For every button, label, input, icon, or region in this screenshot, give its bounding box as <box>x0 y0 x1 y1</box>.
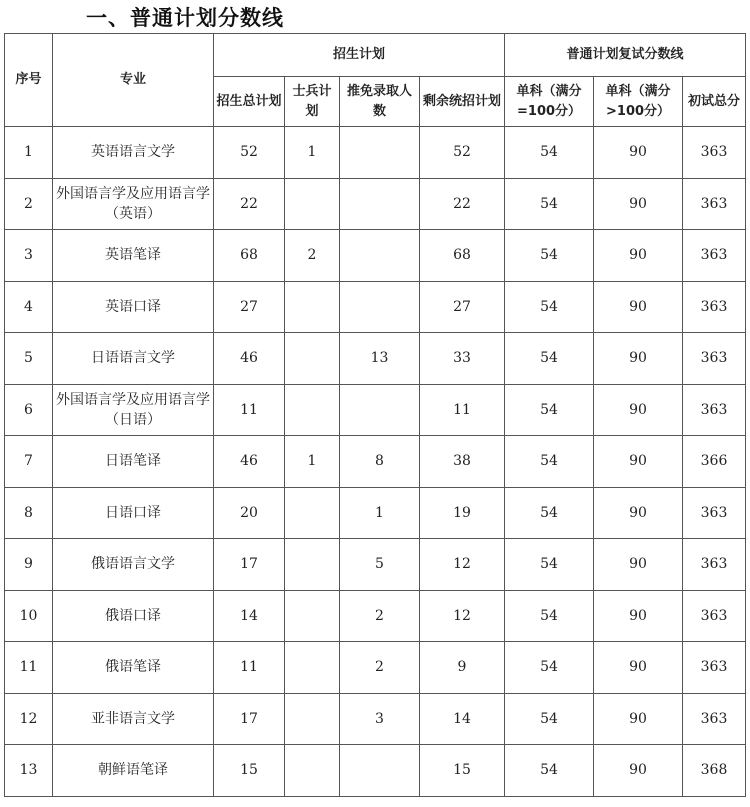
cell-soldier-plan <box>285 539 340 591</box>
table-row <box>5 230 746 282</box>
cell-initial-total: 363 <box>683 487 746 539</box>
cell-initial-total: 363 <box>683 230 746 282</box>
header-single-over100: 单科（满分>100分） <box>594 77 683 127</box>
cell-single-100: 54 <box>505 178 594 230</box>
cell-remaining: 68 <box>420 230 505 282</box>
cell-major: 外国语言学及应用语言学（日语） <box>53 384 214 436</box>
cell-total-plan: 11 <box>214 384 285 436</box>
cell-single-over100: 90 <box>594 590 683 642</box>
cell-remaining: 27 <box>420 281 505 333</box>
header-plan-group: 招生计划 <box>214 34 505 77</box>
cell-recommended: 2 <box>340 642 420 694</box>
cell-recommended <box>340 384 420 436</box>
cell-initial-total: 363 <box>683 590 746 642</box>
cell-single-100: 54 <box>505 642 594 694</box>
cell-recommended <box>340 230 420 282</box>
cell-major: 俄语语言文学 <box>53 539 214 591</box>
cell-single-over100: 90 <box>594 127 683 179</box>
table-body <box>5 127 746 797</box>
cell-remaining: 12 <box>420 590 505 642</box>
cell-soldier-plan: 1 <box>285 436 340 488</box>
cell-initial-total: 363 <box>683 281 746 333</box>
table-row <box>5 281 746 333</box>
table-row <box>5 539 746 591</box>
cell-initial-total: 363 <box>683 642 746 694</box>
table-row <box>5 127 746 179</box>
cell-soldier-plan <box>285 693 340 745</box>
table-row <box>5 487 746 539</box>
cell-seq: 11 <box>5 642 53 694</box>
table-row <box>5 333 746 385</box>
cell-major: 英语笔译 <box>53 230 214 282</box>
cell-remaining: 19 <box>420 487 505 539</box>
header-major: 专业 <box>53 34 214 127</box>
cell-single-100: 54 <box>505 436 594 488</box>
cell-seq: 13 <box>5 745 53 797</box>
cell-major: 日语口译 <box>53 487 214 539</box>
cell-initial-total: 363 <box>683 539 746 591</box>
cell-total-plan: 27 <box>214 281 285 333</box>
cell-soldier-plan: 1 <box>285 127 340 179</box>
cell-initial-total: 363 <box>683 384 746 436</box>
cell-total-plan: 52 <box>214 127 285 179</box>
table-row <box>5 590 746 642</box>
cell-single-100: 54 <box>505 127 594 179</box>
cell-single-100: 54 <box>505 745 594 797</box>
cell-initial-total: 366 <box>683 436 746 488</box>
cell-recommended: 3 <box>340 693 420 745</box>
cell-seq: 3 <box>5 230 53 282</box>
cell-recommended: 8 <box>340 436 420 488</box>
cell-single-100: 54 <box>505 693 594 745</box>
cell-recommended: 2 <box>340 590 420 642</box>
cell-single-over100: 90 <box>594 436 683 488</box>
table-row <box>5 178 746 230</box>
cell-recommended <box>340 178 420 230</box>
cell-single-100: 54 <box>505 539 594 591</box>
header-total-plan: 招生总计划 <box>214 77 285 127</box>
cell-total-plan: 11 <box>214 642 285 694</box>
cell-total-plan: 22 <box>214 178 285 230</box>
cell-initial-total: 363 <box>683 333 746 385</box>
page-title: 一、普通计划分数线 <box>86 6 284 30</box>
table-row <box>5 693 746 745</box>
cell-total-plan: 20 <box>214 487 285 539</box>
cell-remaining: 38 <box>420 436 505 488</box>
cell-recommended: 5 <box>340 539 420 591</box>
cell-single-100: 54 <box>505 230 594 282</box>
cell-single-100: 54 <box>505 281 594 333</box>
cell-single-over100: 90 <box>594 230 683 282</box>
cell-major: 俄语口译 <box>53 590 214 642</box>
cell-single-over100: 90 <box>594 281 683 333</box>
cell-soldier-plan: 2 <box>285 230 340 282</box>
cell-recommended <box>340 745 420 797</box>
cell-remaining: 9 <box>420 642 505 694</box>
cell-remaining: 15 <box>420 745 505 797</box>
cell-remaining: 11 <box>420 384 505 436</box>
cell-single-100: 54 <box>505 384 594 436</box>
score-line-table <box>4 33 746 797</box>
cell-recommended <box>340 127 420 179</box>
cell-seq: 7 <box>5 436 53 488</box>
cell-initial-total: 363 <box>683 693 746 745</box>
header-remaining: 剩余统招计划 <box>420 77 505 127</box>
cell-seq: 8 <box>5 487 53 539</box>
cell-remaining: 52 <box>420 127 505 179</box>
cell-seq: 12 <box>5 693 53 745</box>
cell-major: 朝鲜语笔译 <box>53 745 214 797</box>
header-single-100: 单科（满分=100分） <box>505 77 594 127</box>
cell-single-over100: 90 <box>594 539 683 591</box>
cell-seq: 6 <box>5 384 53 436</box>
cell-single-over100: 90 <box>594 487 683 539</box>
cell-major: 英语口译 <box>53 281 214 333</box>
header-score-group: 普通计划复试分数线 <box>505 34 746 77</box>
cell-total-plan: 46 <box>214 436 285 488</box>
cell-total-plan: 14 <box>214 590 285 642</box>
cell-single-over100: 90 <box>594 693 683 745</box>
cell-seq: 4 <box>5 281 53 333</box>
table-row <box>5 642 746 694</box>
header-recommended: 推免录取人数 <box>340 77 420 127</box>
cell-soldier-plan <box>285 745 340 797</box>
header-seq: 序号 <box>5 34 53 127</box>
cell-total-plan: 17 <box>214 693 285 745</box>
cell-soldier-plan <box>285 178 340 230</box>
cell-major: 亚非语言文学 <box>53 693 214 745</box>
cell-seq: 9 <box>5 539 53 591</box>
cell-initial-total: 363 <box>683 127 746 179</box>
header-soldier-plan: 士兵计划 <box>285 77 340 127</box>
cell-single-over100: 90 <box>594 333 683 385</box>
cell-major: 英语语言文学 <box>53 127 214 179</box>
cell-soldier-plan <box>285 642 340 694</box>
cell-soldier-plan <box>285 384 340 436</box>
table-row <box>5 384 746 436</box>
cell-seq: 10 <box>5 590 53 642</box>
table-row <box>5 436 746 488</box>
cell-soldier-plan <box>285 281 340 333</box>
cell-initial-total: 368 <box>683 745 746 797</box>
cell-total-plan: 17 <box>214 539 285 591</box>
cell-major: 外国语言学及应用语言学（英语） <box>53 178 214 230</box>
cell-remaining: 14 <box>420 693 505 745</box>
cell-recommended: 13 <box>340 333 420 385</box>
cell-single-over100: 90 <box>594 745 683 797</box>
cell-major: 日语笔译 <box>53 436 214 488</box>
cell-single-100: 54 <box>505 487 594 539</box>
cell-single-100: 54 <box>505 333 594 385</box>
cell-major: 俄语笔译 <box>53 642 214 694</box>
cell-soldier-plan <box>285 590 340 642</box>
cell-single-over100: 90 <box>594 178 683 230</box>
cell-seq: 1 <box>5 127 53 179</box>
cell-remaining: 33 <box>420 333 505 385</box>
cell-initial-total: 363 <box>683 178 746 230</box>
cell-total-plan: 15 <box>214 745 285 797</box>
cell-seq: 5 <box>5 333 53 385</box>
cell-total-plan: 46 <box>214 333 285 385</box>
cell-recommended <box>340 281 420 333</box>
cell-major: 日语语言文学 <box>53 333 214 385</box>
cell-remaining: 22 <box>420 178 505 230</box>
cell-soldier-plan <box>285 333 340 385</box>
table-row <box>5 745 746 797</box>
cell-soldier-plan <box>285 487 340 539</box>
cell-remaining: 12 <box>420 539 505 591</box>
cell-single-over100: 90 <box>594 384 683 436</box>
cell-total-plan: 68 <box>214 230 285 282</box>
header-initial-total: 初试总分 <box>683 77 746 127</box>
cell-single-over100: 90 <box>594 642 683 694</box>
cell-single-100: 54 <box>505 590 594 642</box>
cell-recommended: 1 <box>340 487 420 539</box>
cell-seq: 2 <box>5 178 53 230</box>
